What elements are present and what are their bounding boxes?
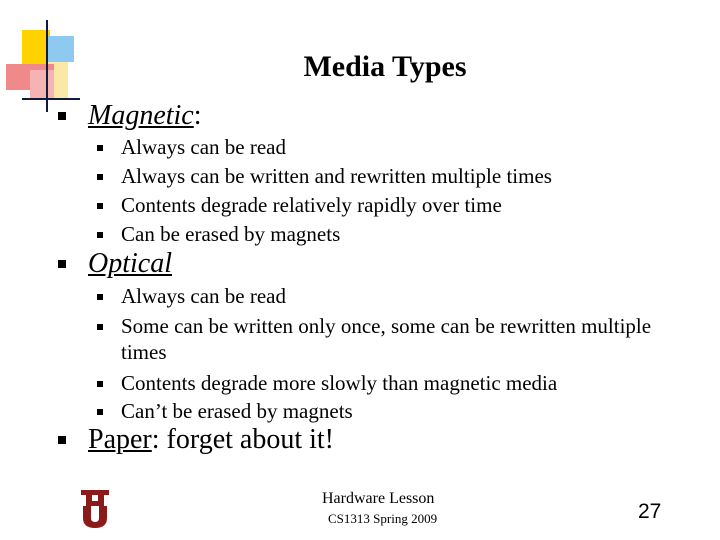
list-item: Always can be read [97,134,681,160]
square-bullet-icon [97,324,103,330]
square-bullet-icon [58,260,66,268]
square-bullet-icon [97,409,103,415]
paper-heading: Paper: forget about it! [88,424,334,455]
square-bullet-icon [97,203,103,209]
bullet-magnetic [58,100,202,132]
square-bullet-icon [58,112,66,120]
magnetic-heading: Magnetic: [88,100,202,131]
bullet-paper [58,424,334,456]
square-bullet-icon [97,174,103,180]
square-bullet-icon [97,145,103,151]
list-item: Some can be written only once, some can be rewritten multiple times [97,313,681,365]
list-item: Contents degrade more slowly than magnetic media [97,370,681,396]
square-bullet-icon [97,294,103,300]
optical-heading: Optical [88,248,172,279]
list-item: Contents degrade relatively rapidly over time [97,192,681,218]
list-item: Can be erased by magnets [97,221,681,247]
ou-logo-icon [78,488,112,530]
footer-lesson: Hardware Lesson [322,490,435,507]
slide-title: Media Types [303,50,467,83]
list-item: Always can be read [97,283,681,309]
square-bullet-icon [97,232,103,238]
footer-course: CS1313 Spring 2009 [328,511,438,526]
bullet-optical [58,248,172,280]
page-number: 27 [638,500,662,523]
list-item: Always can be written and rewritten multiple times [97,163,681,189]
square-bullet-icon [97,381,103,387]
square-bullet-icon [58,436,66,444]
list-item: Can’t be erased by magnets [97,398,681,424]
